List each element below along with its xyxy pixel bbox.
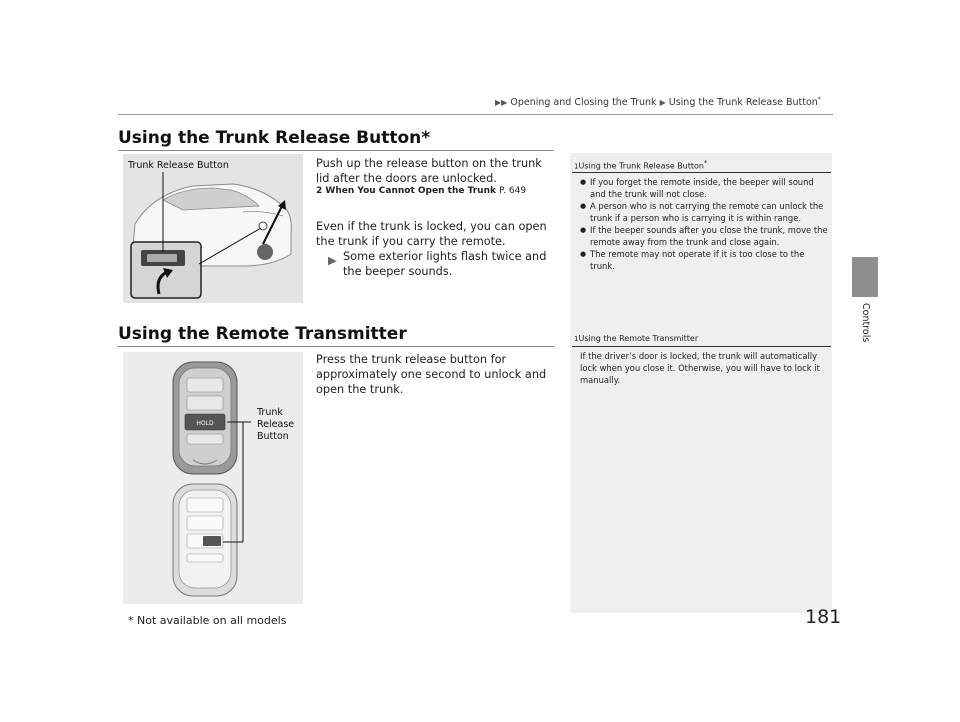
note1-body — [580, 176, 828, 272]
note1-title — [574, 159, 707, 171]
note2-title — [574, 334, 698, 343]
section1-para1: Push up the release button on the trunk lid after the doors are unlocked. — [316, 157, 542, 185]
note1-title-text: Using the Trunk Release Button — [578, 161, 704, 171]
xref-text: When You Cannot Open the Trunk — [325, 186, 496, 196]
arrow-icon: ▶ — [659, 98, 666, 108]
breadcrumb — [495, 96, 821, 108]
section1-rule — [118, 150, 554, 151]
remote-figure-label-line3: Button — [257, 431, 289, 442]
xref-cannot-open-trunk[interactable] — [316, 186, 526, 196]
note2-num: 1 — [574, 335, 579, 343]
trunk-release-figure-label: Trunk Release Button — [128, 160, 229, 171]
section1-title — [118, 128, 430, 148]
note2-body: If the driver’s door is locked, the trunk will automatically lock when you close it. Otherwise, you will have to lock it manually. — [580, 351, 820, 385]
note1-bullet-list — [580, 176, 828, 272]
breadcrumb-mark: * — [817, 96, 821, 103]
trunk-release-figure — [123, 154, 303, 303]
car-trunk-illustration — [123, 154, 303, 303]
note2-rule — [572, 346, 831, 347]
section2-rule — [118, 346, 554, 347]
double-arrow-icon: ▶▶ — [495, 98, 508, 108]
note1-mark: * — [704, 159, 708, 167]
note1-bullet: ● A person who is not carrying the remote can unlock the trunk if a person who is carrying it is within range. — [580, 200, 828, 224]
fob-hold-label: HOLD — [196, 420, 214, 427]
breadcrumb-subsection: Using the Trunk Release Button — [668, 97, 818, 109]
note1-num: 1 — [574, 162, 579, 171]
sub-bullet-arrow-icon: ▶ — [328, 254, 337, 267]
breadcrumb-section: Opening and Closing the Trunk — [510, 97, 657, 109]
note1-rule — [572, 172, 831, 173]
controls-label-text: Controls — [860, 303, 871, 343]
footnote: * Not available on all models — [128, 614, 287, 627]
section1-title-mark: * — [421, 128, 431, 148]
section2-title: Using the Remote Transmitter — [118, 324, 407, 344]
section1-sub-bullet: Some exterior lights flash twice and the beeper sounds. — [343, 250, 547, 278]
note1-bullet: ● The remote may not operate if it is too close to the trunk. — [580, 248, 828, 272]
remote-transmitter-figure — [123, 352, 303, 604]
key-fob-illustration — [123, 352, 303, 604]
remote-figure-label-line1: Trunk — [257, 407, 283, 418]
xref-icon: 2 — [316, 186, 323, 196]
page-number: 181 — [805, 606, 842, 628]
controls-side-tab-label — [851, 303, 879, 343]
controls-side-tab — [852, 257, 878, 297]
remote-figure-label-line2: Release — [257, 419, 295, 430]
remote-figure-label — [257, 407, 294, 443]
note1-bullet: ● If you forget the remote inside, the beeper will sound and the trunk will not close. — [580, 176, 828, 200]
xref-page: P. 649 — [499, 186, 527, 196]
section2-para: Press the trunk release button for approximately one second to unlock and open the trunk. — [316, 353, 547, 396]
note2-title-text: Using the Remote Transmitter — [578, 334, 699, 343]
section1-para2: Even if the trunk is locked, you can open the trunk if you carry the remote. — [316, 220, 547, 248]
note1-bullet: ● If the beeper sounds after you close the trunk, move the remote away from the trunk and close again. — [580, 224, 828, 248]
header-rule — [118, 114, 833, 115]
section1-title-text: Using the Trunk Release Button — [118, 128, 422, 148]
